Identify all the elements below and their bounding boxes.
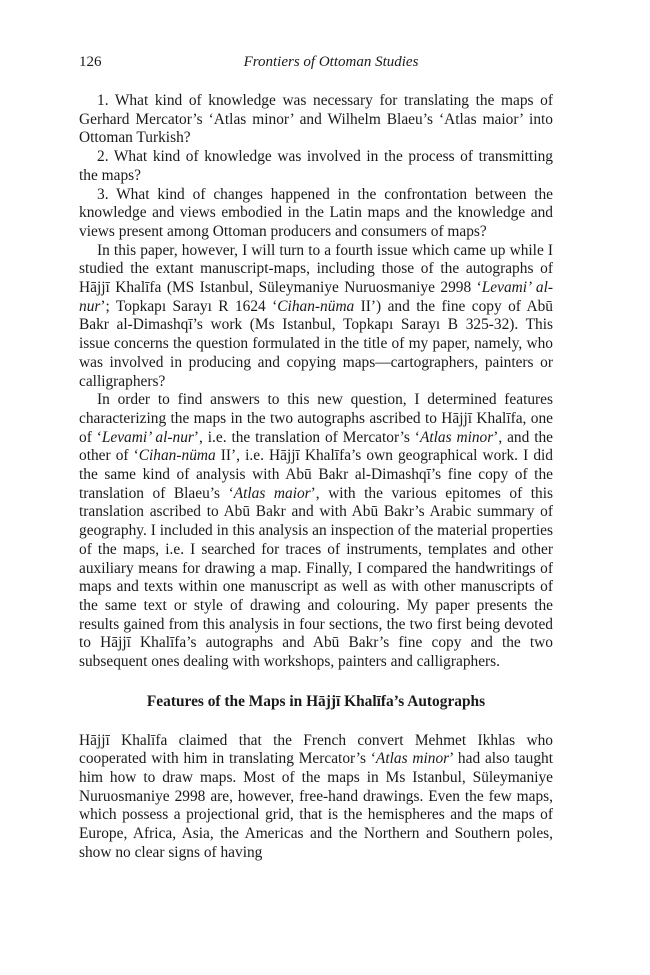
journal-title: Frontiers of Ottoman Studies — [243, 54, 419, 70]
question-3: 3. What kind of changes happened in the confrontation between the knowledge and views embodied in the Latin maps and the knowledge and views present among Ottoman producers and consumers of maps? — [79, 185, 553, 240]
paragraph-2 — [79, 391, 553, 672]
title-italic: Atlas maior — [233, 484, 311, 502]
text-run: ’ had also taught him how to draw maps. Most of the maps in Ms Istanbul, Süleymaniye Nuruosmaniye 2998 are, however, free-hand drawings. Even the few maps, which possess a projectional grid, that is the hemispheres and the maps of Europe, Africa, Asia, the Americas and the Northern and Southern poles, show no clear signs of having — [79, 750, 554, 861]
text-run: II’) and the fine copy of Abū Bakr al-Dimashqī’s work (Ms Istanbul, Topkapı Sarayı B 325-32). This issue concerns the question formulated in the title of my paper, namely, who was involved in producing and copying maps—cartographers, painters or calligraphers? — [79, 297, 554, 390]
text-run: ’, i.e. the translation of Mercator’s ‘ — [193, 428, 420, 446]
question-1: 1. What kind of knowledge was necessary for translating the maps of Gerhard Mercator’s ‘Atlas minor’ and Wilhelm Blaeu’s ‘Atlas maior’ into Ottoman Turkish? — [79, 92, 553, 147]
paragraph-3 — [79, 732, 553, 863]
paragraph-1 — [79, 242, 553, 392]
title-italic: Cihan-nüma — [277, 297, 355, 315]
section-heading: Features of the Maps in Hājjī Khalīfa’s Autographs — [146, 692, 486, 710]
running-head — [79, 52, 553, 72]
question-2: 2. What kind of knowledge was involved in the process of transmitting the maps? — [79, 148, 553, 184]
title-italic: Levami’ al-nur — [79, 279, 554, 315]
text-run: In order to find answers to this new question, I determined features characterizing the maps in the two autographs ascribed to Hājjī Khalīfa, one of ‘ — [79, 391, 553, 446]
text-run: II’, i.e. Hājjī Khalīfa’s own geographical work. I did the same kind of analysis with Abū Bakr al-Dimashqī’s fine copy of the translation of Blaeu’s ‘ — [79, 447, 553, 502]
text-run: ’, and the other of ‘ — [79, 428, 553, 465]
text-run: ’, with the various epitomes of this translation ascribed to Abū Bakr and with Abū Bakr’s Arabic summary of geography. I included in this analysis an inspection of the material properties of the maps, i.e. I searched for traces of instruments, templates and other auxiliary means for drawing a map. Finally, I compared the handwritings of maps and texts within one manuscript as well as with other manuscripts of the same text or style of drawing and colouring. My paper presents the results gained from this analysis in four sections, the two first being devoted to Hājjī Khalīfa’s autographs and Abū Bakr’s fine copy and the two subsequent ones dealing with workshops, painters and calligraphers. — [79, 484, 553, 671]
title-italic: Atlas minor — [375, 750, 450, 768]
body-text — [79, 92, 553, 862]
title-italic: Atlas minor — [419, 428, 494, 446]
text-run: ’; Topkapı Sarayı R 1624 ‘ — [100, 297, 278, 315]
page-number: 126 — [79, 54, 102, 70]
text-run: In this paper, however, I will turn to a fourth issue which came up while I studied the extant manuscript-maps, including those of the autographs of Hājjī Khalīfa (MS Istanbul, Süleymaniye Nuruosmaniye 2998 ‘ — [79, 241, 553, 297]
title-italic: Levami’ al-nur — [101, 428, 194, 446]
text-run: Hājjī Khalīfa claimed that the French convert Mehmet Ikhlas who cooperated with him in translating Mercator’s ‘ — [79, 731, 553, 768]
title-italic: Cihan-nüma — [138, 447, 216, 465]
